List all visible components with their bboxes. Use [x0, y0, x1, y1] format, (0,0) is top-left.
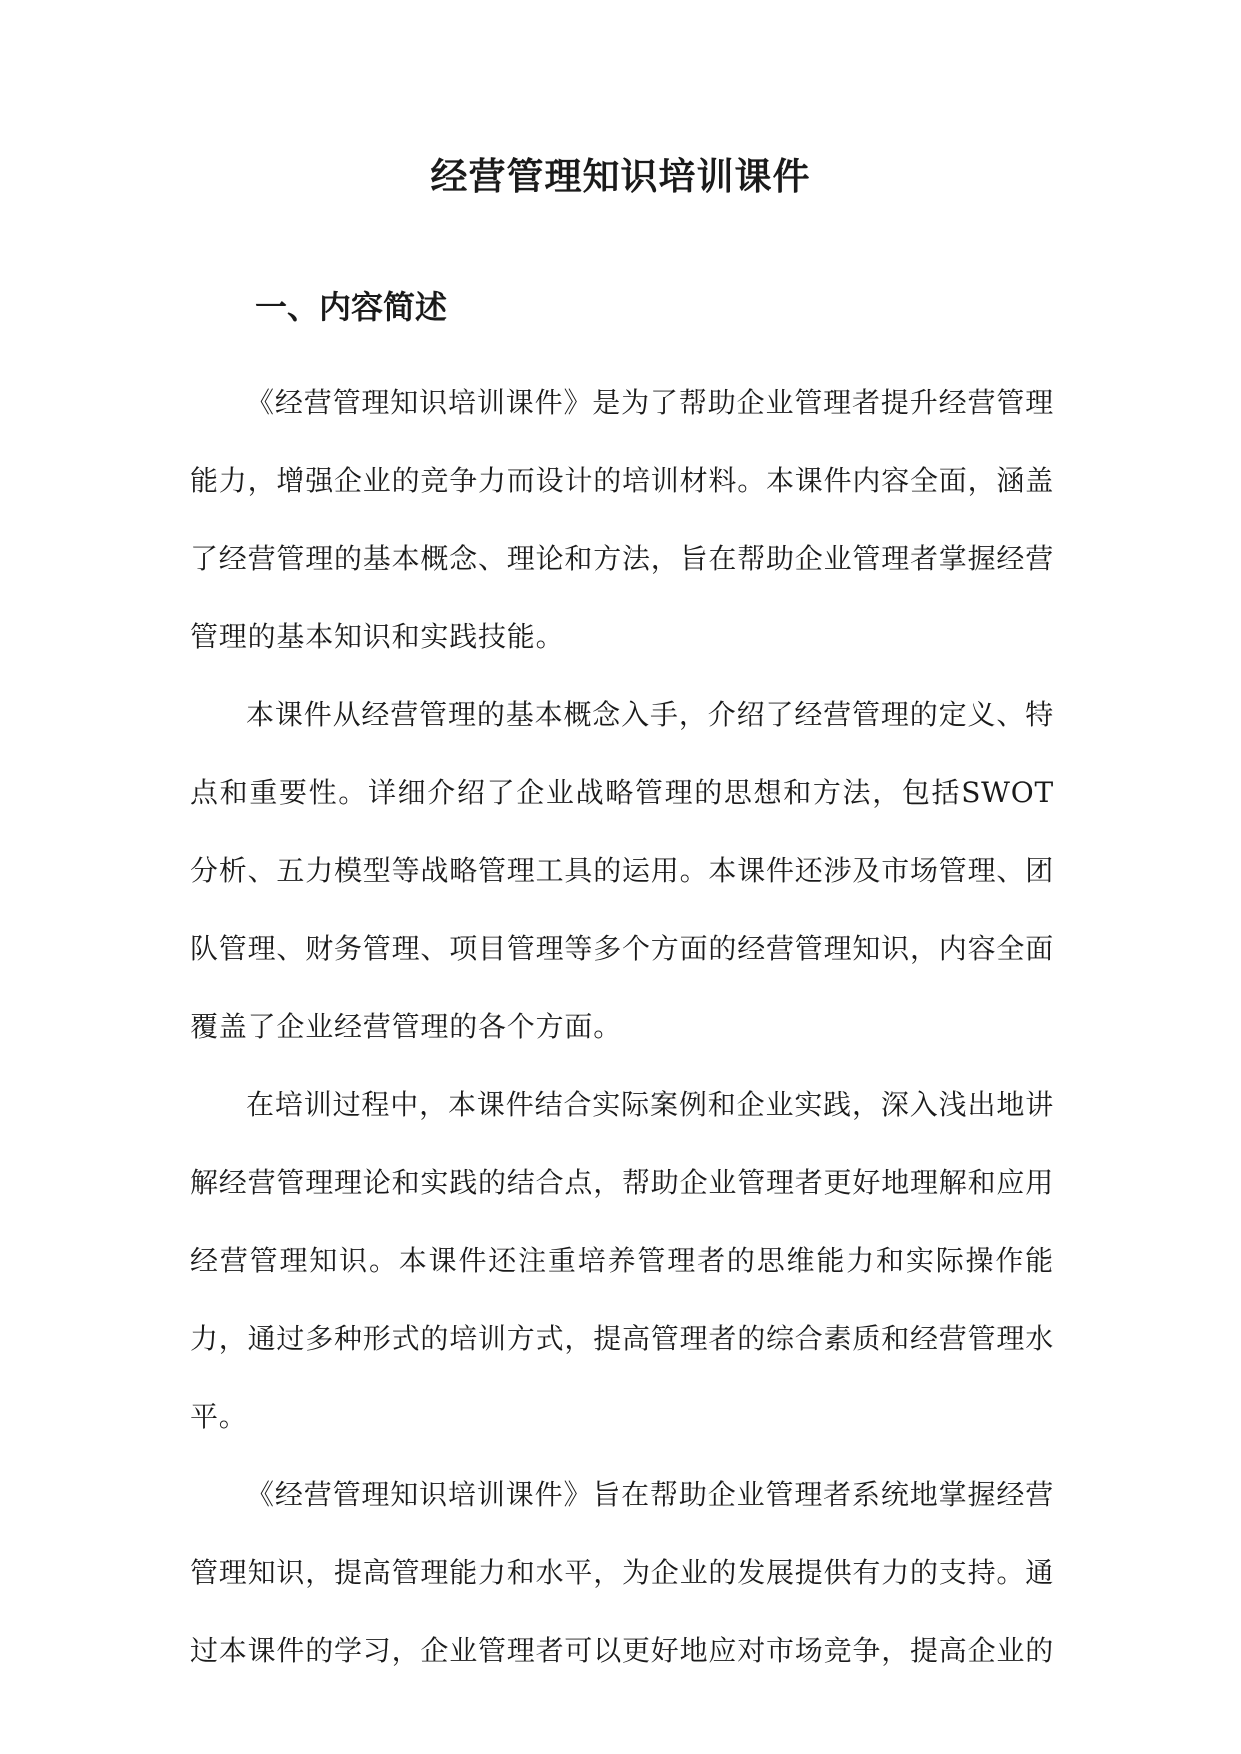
paragraph: 在培训过程中，本课件结合实际案例和企业实践，深入浅出地讲解经营管理理论和实践的结合点，帮助企业管理者更好地理解和应用经营管理知识。本课件还注重培养管理者的思维能力和实际操作能力，通过多种形式的培训方式，提高管理者的综合素质和经营管理水平。 [190, 1088, 1055, 1433]
document-title: 经营管理知识培训课件 [430, 154, 811, 198]
paragraph: 《经营管理知识培训课件》是为了帮助企业管理者提升经营管理能力，增强企业的竞争力而设计的培训材料。本课件内容全面，涵盖了经营管理的基本概念、理论和方法，旨在帮助企业管理者掌握经营管理的基本知识和实践技能。 [190, 386, 1055, 653]
section-body [190, 364, 1054, 1690]
section-heading-overview: 一、内容简述 [255, 288, 448, 326]
paragraph: 本课件从经营管理的基本概念入手，介绍了经营管理的定义、特点和重要性。详细介绍了企业战略管理的思想和方法，包括SWOT分析、五力模型等战略管理工具的运用。本课件还涉及市场管理、团队管理、财务管理、项目管理等多个方面的经营管理知识，内容全面覆盖了企业经营管理的各个方面。 [190, 698, 1055, 1043]
paragraph: 《经营管理知识培训课件》旨在帮助企业管理者系统地掌握经营管理知识，提高管理能力和水平，为企业的发展提供有力的支持。通过本课件的学习，企业管理者可以更好地应对市场竞争，提高企业的 [190, 1478, 1055, 1667]
